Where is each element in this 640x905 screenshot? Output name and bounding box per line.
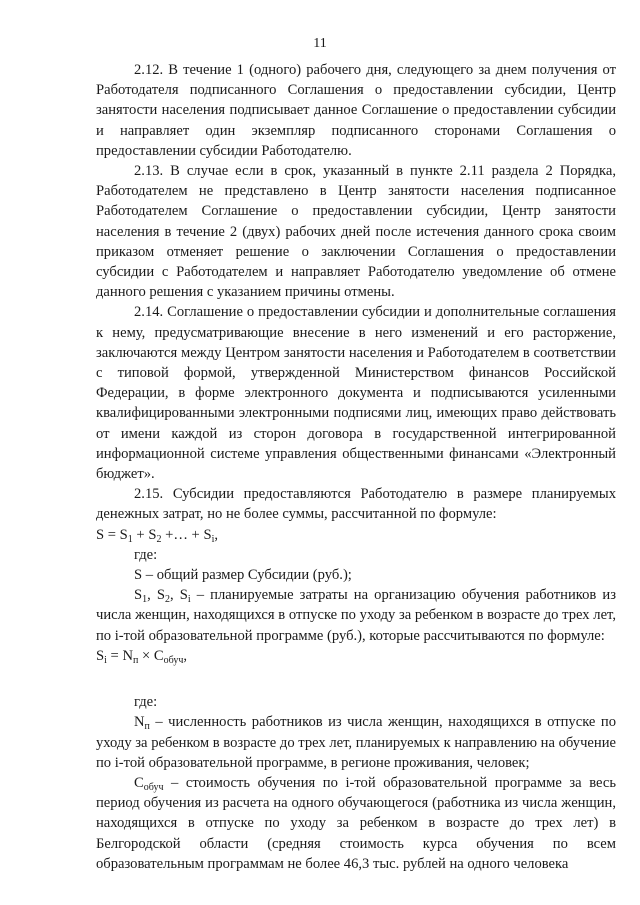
formula-subscript: 1 bbox=[127, 533, 133, 545]
page-number: 11 bbox=[313, 36, 327, 51]
formula-subscript: 2 bbox=[156, 533, 162, 545]
formula-punct: , bbox=[214, 526, 218, 543]
formula-operator: = bbox=[106, 647, 123, 664]
definition-symbol: , S bbox=[147, 587, 165, 604]
paragraph-2-15: 2.15. Субсидии предоставляются Работодателю в размере планируемых денежных затрат, но не более суммы, рассчитанной по формуле: bbox=[96, 486, 616, 523]
definition-si bbox=[96, 585, 616, 646]
formula-operator: = bbox=[104, 526, 120, 543]
document-body bbox=[96, 60, 616, 874]
definition-s: S – общий размер Субсидии (руб.); bbox=[134, 567, 352, 584]
formula-subscript: обуч bbox=[163, 654, 184, 666]
formula-term: S bbox=[119, 526, 128, 543]
definition-symbol: N bbox=[134, 714, 145, 731]
formula-term: N bbox=[122, 647, 133, 664]
formula-subscript: i bbox=[104, 654, 107, 666]
paragraph-2-13: 2.13. В случае если в срок, указанный в пункте 2.11 раздела 2 Порядка, Работодателем не представлено в Центр занятости населения подписанное Работодателем Соглашение о предоставлении субсидии, Центр занятости населения в течение 2 (двух) рабочих дней после истечения данного срока своим приказом отменяет решение о заключении Соглашения о предоставлении субсидии с Работодателем и направляет Работодателю уведомление об отмене данного решения с указанием причины отмены. bbox=[96, 163, 616, 301]
formula-term: S bbox=[148, 526, 157, 543]
formula-term: С bbox=[153, 647, 164, 664]
formula-term: S bbox=[96, 647, 105, 664]
paragraph-2-12: 2.12. В течение 1 (одного) рабочего дня, следующего за днем получения от Работодателя подписанного Соглашения о предоставлении субсидии, Центр занятости населения подписывает данное Соглашение о предоставлении субсидии и направляет один экземпляр подписанного сторонами Соглашения о предоставлении субсидии Работодателю. bbox=[96, 62, 616, 159]
where-label: где: bbox=[134, 694, 158, 711]
formula-operator: × bbox=[138, 647, 154, 664]
definition-symbol: С bbox=[134, 774, 144, 791]
formula-cost-per-program bbox=[96, 646, 616, 666]
formula-subscript: i bbox=[211, 533, 215, 545]
formula-punct: , bbox=[183, 647, 188, 664]
definition-c bbox=[96, 773, 616, 874]
definition-n bbox=[96, 712, 616, 773]
definition-symbol: S bbox=[134, 587, 143, 604]
formula-term: S bbox=[96, 526, 105, 543]
formula-operator: + bbox=[132, 526, 149, 543]
definition-subscript: 1 bbox=[142, 594, 148, 606]
definition-text: – численность работников из числа женщин, находящихся в отпуске по уходу за ребенком в возрасте до трех лет, планируемых к направлению на обучение по i-той образовательной программе, в регионе проживания, человек; bbox=[96, 714, 616, 771]
where-label: где: bbox=[134, 546, 158, 563]
definition-symbol: , S bbox=[170, 587, 188, 604]
formula-total-subsidy bbox=[96, 525, 616, 545]
definition-subscript: 2 bbox=[165, 594, 170, 606]
formula-term: S bbox=[203, 526, 212, 543]
definition-text: – стоимость обучения по i-той образовательной программе за весь период обучения из расчета на одного обучающегося (работника из числа женщин, находящихся в отпуске по уходу за ребенком в возрасте до трех лет) в Белгородской области (средняя стоимость курса обучения по всем образовательным программам не более 46,3 тыс. рублей на одного человека bbox=[96, 774, 616, 872]
formula-subscript: п bbox=[132, 654, 139, 666]
formula-operator: +… + bbox=[161, 526, 204, 543]
definition-subscript: п bbox=[144, 721, 150, 733]
definition-subscript: i bbox=[187, 594, 191, 606]
definition-text: – планируемые затраты на организацию обучения работников из числа женщин, находящихся в отпуске по уходу за ребенком в возрасте до трех лет, по i-той образовательной программе (руб.), которые рассчитываются по формуле: bbox=[96, 587, 616, 644]
definition-subscript: обуч bbox=[143, 781, 164, 793]
paragraph-2-14: 2.14. Соглашение о предоставлении субсидии и дополнительные соглашения к нему, предусматривающие внесение в него изменений и его расторжение, заключаются между Центром занятости населения и Работодателем в соответствии с типовой формой, утвержденной Министерством финансов Российской Федерации, в форме электронного документа и подписываются усиленными квалифицированными электронными подписями лиц, имеющих право действовать от имени каждой из сторон договора в государственной интегрированной информационной системе управления общественными финансами «Электронный бюджет». bbox=[96, 304, 616, 483]
